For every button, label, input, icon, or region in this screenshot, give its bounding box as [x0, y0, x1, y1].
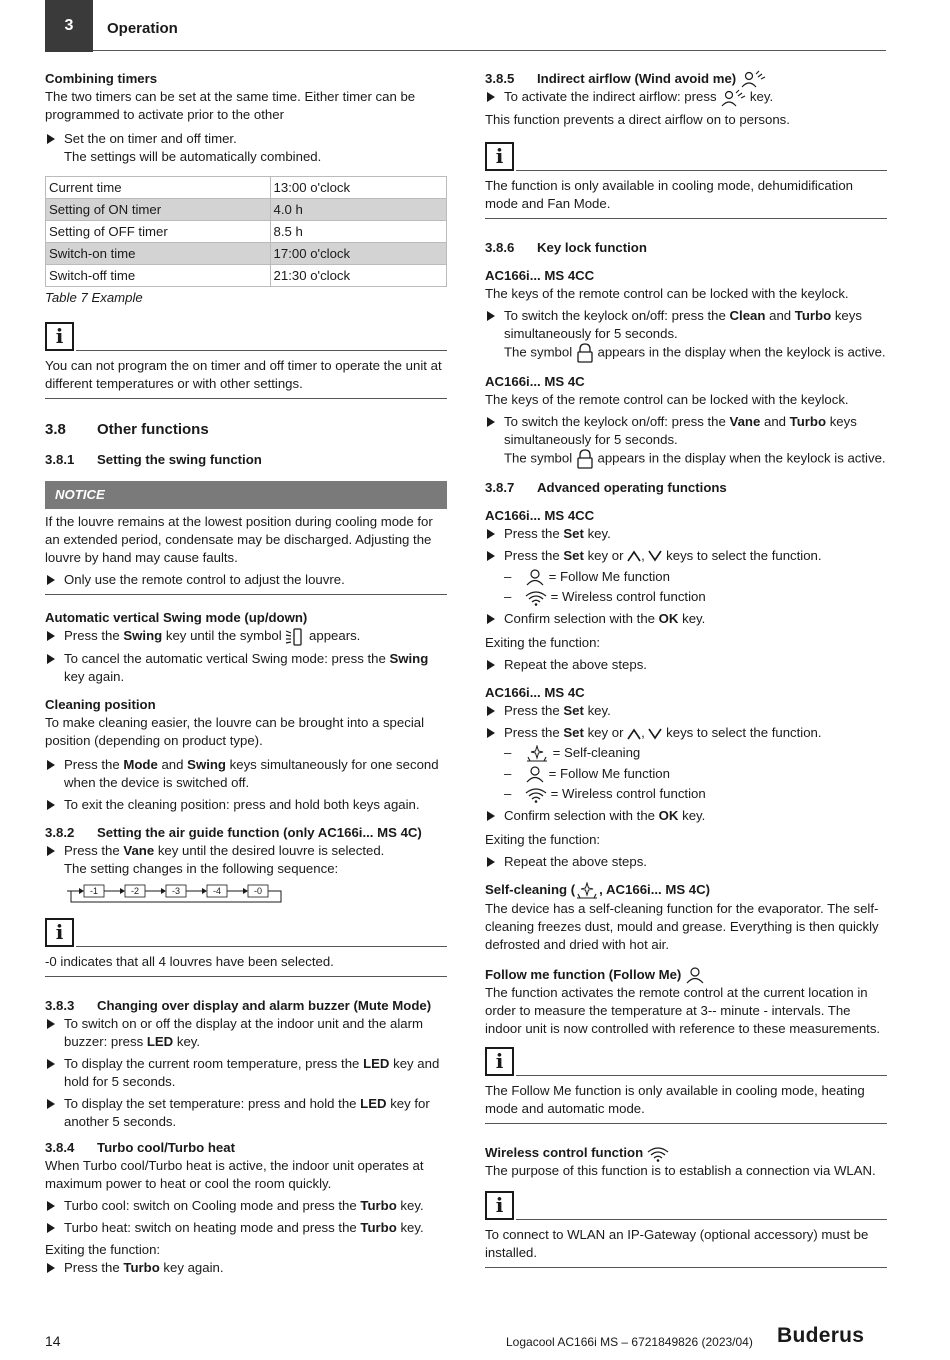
list-item: Press the Turbo key again.: [45, 1259, 447, 1277]
list-item: To switch the keylock on/off: press the Vane and Turbo keys simultaneously for 5 seconds.: [485, 413, 887, 449]
cleaning-text: To make cleaning easier, the louvre can be brought into a special position (depending on product type).: [45, 714, 425, 748]
turbo-text: When Turbo cool/Turbo heat is active, the indoor unit operates at maximum power to heat or cool the room quickly.: [45, 1157, 424, 1191]
wireless-icon: [647, 1146, 669, 1162]
list-item: Repeat the above steps.: [485, 656, 887, 674]
list-item: Press the Set key.: [485, 525, 887, 543]
combining-title: Combining timers: [45, 71, 158, 86]
list-item: – = Wireless control function: [485, 785, 887, 803]
cleaning-title: Cleaning position: [45, 696, 156, 712]
notice-banner: NOTICE: [45, 481, 447, 509]
list-item: – = Self-cleaning: [485, 744, 887, 763]
indirect-text: This function prevents a direct airflow on to persons.: [485, 111, 790, 127]
info-icon: i: [45, 322, 74, 351]
chevron-up-icon: [627, 728, 641, 740]
chapter-title: Operation: [107, 20, 178, 37]
info-icon: i: [485, 1191, 514, 1220]
follow-me-icon: [685, 966, 705, 984]
chevron-up-icon: [627, 550, 641, 562]
list-item: Press the Set key.: [485, 702, 887, 720]
left-column: [45, 70, 447, 1277]
follow-me-icon: [525, 568, 545, 586]
combining-bullet: Set the on timer and off timer.: [45, 130, 447, 148]
list-item: Press the Set key or , keys to select the function.: [485, 547, 887, 565]
wireless-text: The purpose of this function is to establish a connection via WLAN.: [485, 1163, 876, 1179]
auto-swing-title: Automatic vertical Swing mode (up/down): [45, 610, 308, 625]
list-item: – = Follow Me function: [485, 568, 887, 587]
list-item: To activate the indirect airflow: press key.: [485, 88, 887, 107]
exit-label: Exiting the function:: [485, 832, 601, 848]
combining-text: The two timers can be set at the same time. Either timer can be programmed to activate prior to the other: [45, 89, 416, 122]
list-item: Turbo heat: switch on heating mode and press the Turbo key.: [45, 1219, 447, 1237]
subsection-heading: 3.8.5 Indirect airflow (Wind avoid me): [485, 70, 887, 88]
info-icon: i: [485, 1047, 514, 1076]
sequence-step: -0: [253, 885, 263, 896]
keylock-text: The keys of the remote control can be locked with the keylock.: [485, 285, 849, 301]
subsection-heading: 3.8.1 Setting the swing function: [45, 452, 262, 467]
list-item: Press the Set key or , keys to select the function.: [485, 724, 887, 742]
info-icon: i: [485, 142, 514, 171]
lock-icon: [576, 343, 594, 363]
model-label: AC166i... MS 4C: [485, 373, 585, 389]
chevron-down-icon: [648, 728, 662, 740]
follow-me-text: The function activates the remote control at the current location in order to measure the temperature at 3-- minute - intervals. The indoor unit is now controlled with reference to these measurements.: [485, 985, 881, 1037]
list-item: Press the Vane key until the desired louvre is selected.: [45, 842, 447, 860]
lock-icon: [576, 449, 594, 469]
list-item: Turbo cool: switch on Cooling mode and press the Turbo key.: [45, 1197, 447, 1215]
info-icon: i: [45, 918, 74, 947]
list-item: To exit the cleaning position: press and hold both keys again.: [45, 796, 447, 814]
list-item: – = Follow Me function: [485, 765, 887, 784]
exit-label: Exiting the function:: [45, 1241, 161, 1257]
notice-text: If the louvre remains at the lowest position during cooling mode for an extended period, condensate may be discharged. Adjusting the louvre by hand may cause faults.: [45, 514, 433, 565]
subsection-heading: 3.8.7 Advanced operating functions: [485, 479, 727, 495]
list-item: Confirm selection with the OK key.: [485, 610, 887, 628]
info-box: [485, 141, 887, 219]
page-number: 14: [45, 1333, 61, 1349]
info-box: [45, 917, 447, 977]
list-item: Confirm selection with the OK key.: [485, 807, 887, 825]
subsection-heading: 3.8.6 Key lock function: [485, 239, 647, 255]
table-row: Switch-on time 17:00 o'clock: [46, 243, 447, 265]
exit-label: Exiting the function:: [485, 635, 601, 651]
info-box: [485, 1046, 887, 1124]
model-label: AC166i... MS 4CC: [485, 507, 595, 523]
model-label: AC166i... MS 4CC: [485, 267, 595, 283]
section-heading: 3.8 Other functions: [45, 421, 209, 438]
header-rule: [93, 50, 886, 51]
wind-avoid-me-icon: [740, 70, 766, 88]
chevron-down-icon: [648, 550, 662, 562]
info-box: [485, 1190, 887, 1268]
self-cleaning-icon: [575, 882, 599, 900]
combining-result: The settings will be automatically combined.: [64, 149, 322, 164]
info-text: To connect to WLAN an IP-Gateway (optional accessory) must be installed.: [485, 1227, 869, 1261]
follow-me-icon: [525, 765, 545, 783]
list-item: To display the set temperature: press and hold the LED key for another 5 seconds.: [45, 1095, 447, 1131]
info-text: The Follow Me function is only available in cooling mode, heating mode and automatic mode.: [485, 1083, 865, 1117]
self-cleaning-title: Self-cleaning ( , AC166i... MS 4C): [485, 881, 887, 900]
list-item: Press the Swing key until the symbol appears.: [45, 627, 447, 646]
brand-logo: Buderus: [777, 1324, 865, 1347]
list-item: Repeat the above steps.: [485, 853, 887, 871]
keylock-text: The keys of the remote control can be locked with the keylock.: [485, 391, 849, 407]
louvre-sequence-diagram: [67, 884, 287, 906]
sequence-step: -3: [171, 885, 181, 896]
subsection-heading: 3.8.4 Turbo cool/Turbo heat: [45, 1139, 235, 1155]
swing-icon: [285, 628, 305, 646]
self-cleaning-icon: [525, 745, 549, 763]
model-label: AC166i... MS 4C: [485, 685, 585, 701]
wireless-icon: [525, 787, 547, 803]
timer-example-table: [45, 176, 447, 287]
table-row: Setting of ON timer 4.0 h: [46, 199, 447, 221]
chapter-number: 3: [45, 0, 93, 52]
wireless-title: Wireless control function: [485, 1144, 887, 1162]
sequence-step: -1: [89, 885, 99, 896]
table-row: Setting of OFF timer 8.5 h: [46, 221, 447, 243]
wireless-icon: [525, 590, 547, 606]
table-caption: Table 7 Example: [45, 290, 143, 305]
subsection-heading: 3.8.3 Changing over display and alarm buzzer (Mute Mode): [45, 997, 432, 1013]
list-item: To switch on or off the display at the indoor unit and the alarm buzzer: press LED key.: [45, 1015, 447, 1051]
list-item: To cancel the automatic vertical Swing mode: press the Swing key again.: [45, 650, 447, 686]
sequence-step: -2: [130, 885, 140, 896]
list-item: Press the Mode and Swing keys simultaneously for one second when the device is switched off.: [45, 756, 447, 792]
notice-body: [45, 509, 447, 595]
right-column: [485, 70, 887, 1268]
self-cleaning-text: The device has a self-cleaning function for the evaporator. The self-cleaning freezes dust, mould and grease. Everything is then quickly defrosted and dried with hot air.: [485, 900, 879, 952]
keylock-symbol-note: The symbol appears in the display when the keylock is active.: [485, 343, 887, 363]
list-item: – = Wireless control function: [485, 588, 887, 606]
table-row: Switch-off time 21:30 o'clock: [46, 265, 447, 287]
info-text: You can not program the on timer and off timer to operate the unit at different temperatures or with other settings.: [45, 358, 442, 391]
keylock-symbol-note: The symbol appears in the display when the keylock is active.: [485, 449, 887, 469]
info-box: [45, 321, 447, 399]
table-row: Current time 13:00 o'clock: [46, 177, 447, 199]
follow-me-title: Follow me function (Follow Me): [485, 966, 887, 985]
info-text: -0 indicates that all 4 louvres have been selected.: [45, 953, 334, 969]
sequence-step: -4: [212, 885, 222, 896]
list-item: To switch the keylock on/off: press the Clean and Turbo keys simultaneously for 5 seconds.: [485, 307, 887, 343]
subsection-heading: 3.8.2 Setting the air guide function (only AC166i... MS 4C): [45, 824, 422, 840]
list-item: To display the current room temperature, press the LED key and hold for 5 seconds.: [45, 1055, 447, 1091]
notice-bullet: Only use the remote control to adjust the louvre.: [45, 571, 447, 589]
document-reference: Logacool AC166i MS – 6721849826 (2023/04): [506, 1335, 753, 1349]
wind-avoid-me-icon: [720, 89, 746, 107]
info-text: The function is only available in cooling mode, dehumidification mode and Fan Mode.: [485, 177, 854, 211]
sequence-intro: The setting changes in the following sequence:: [64, 860, 339, 876]
